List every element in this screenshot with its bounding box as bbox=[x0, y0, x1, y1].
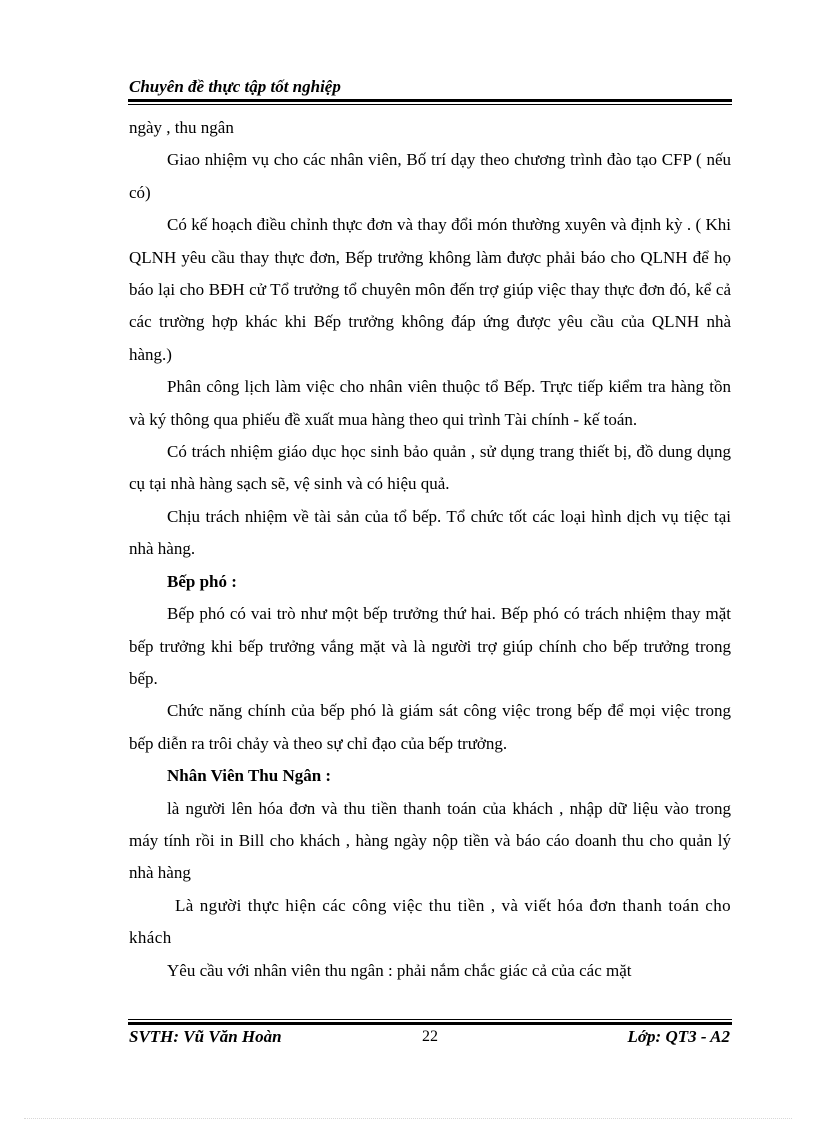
paragraph: Bếp phó có vai trò như một bếp trưởng thứ hai. Bếp phó có trách nhiệm thay mặt bếp trưởng khi bếp trưởng vắng mặt và là người trợ giúp chính cho bếp trưởng trong bếp. bbox=[129, 604, 731, 688]
paragraph: Có kế hoạch điều chỉnh thực đơn và thay đổi món thường xuyên và định kỳ . ( Khi QLNH yêu cầu thay thực đơn, Bếp trưởng không làm được phải báo cho QLNH để họ báo lại cho BĐH cử Tổ trưởng tổ chuyên môn đến trợ giúp việc thay thực đơn đó, kể cả các trường hợp khác khi Bếp trưởng không đáp ứng được yêu cầu của QLNH nhà hàng.) bbox=[129, 215, 731, 364]
page-header-title: Chuyên đề thực tập tốt nghiệp bbox=[129, 77, 341, 96]
section-heading-bep-pho: Bếp phó : bbox=[167, 571, 237, 591]
section-heading-thu-ngan: Nhân Viên Thu Ngân : bbox=[167, 766, 332, 786]
paragraph: ngày , thu ngân bbox=[129, 118, 234, 137]
header-rule-thin bbox=[128, 104, 732, 105]
paragraph: Có trách nhiệm giáo dục học sinh bảo quản , sử dụng trang thiết bị, đồ dung dụng cụ tại nhà hàng sạch sẽ, vệ sinh và có hiệu quả. bbox=[129, 442, 731, 494]
footer-class: Lớp: QT3 - A2 bbox=[627, 1027, 730, 1046]
paragraph: Phân công lịch làm việc cho nhân viên thuộc tổ Bếp. Trực tiếp kiểm tra hàng tồn và ký thông qua phiếu đề xuất mua hàng theo qui trình Tài chính - kế toán. bbox=[129, 377, 731, 429]
footer-rule-thick bbox=[128, 1022, 732, 1025]
paragraph: Yêu cầu với nhân viên thu ngân : phải nắm chắc giác cả của các mặt bbox=[167, 960, 632, 980]
footer-rule-thin bbox=[128, 1019, 732, 1020]
paragraph: là người lên hóa đơn và thu tiền thanh toán của khách , nhập dữ liệu vào trong máy tính rồi in Bill cho khách , hàng ngày nộp tiền và báo cáo doanh thu cho quản lý nhà hàng bbox=[129, 798, 731, 883]
paragraph: Giao nhiệm vụ cho các nhân viên, Bố trí dạy theo chương trình đào tạo CFP ( nếu có) bbox=[129, 150, 731, 202]
footer-author: SVTH: Vũ Văn Hoàn bbox=[129, 1027, 282, 1046]
header-rule-thick bbox=[128, 99, 732, 102]
paragraph: Chịu trách nhiệm về tài sản của tổ bếp. Tổ chức tốt các loại hình dịch vụ tiệc tại nhà hàng. bbox=[129, 506, 731, 559]
document-body bbox=[129, 112, 731, 987]
page-edge-divider bbox=[24, 1118, 792, 1119]
footer-page-number: 22 bbox=[422, 1028, 438, 1045]
paragraph: Là người thực hiện các công việc thu tiền , và viết hóa đơn thanh toán cho khách bbox=[129, 895, 731, 948]
paragraph: Chức năng chính của bếp phó là giám sát công việc trong bếp để mọi việc trong bếp diễn ra trôi chảy và theo sự chỉ đạo của bếp trưởng. bbox=[129, 701, 731, 753]
